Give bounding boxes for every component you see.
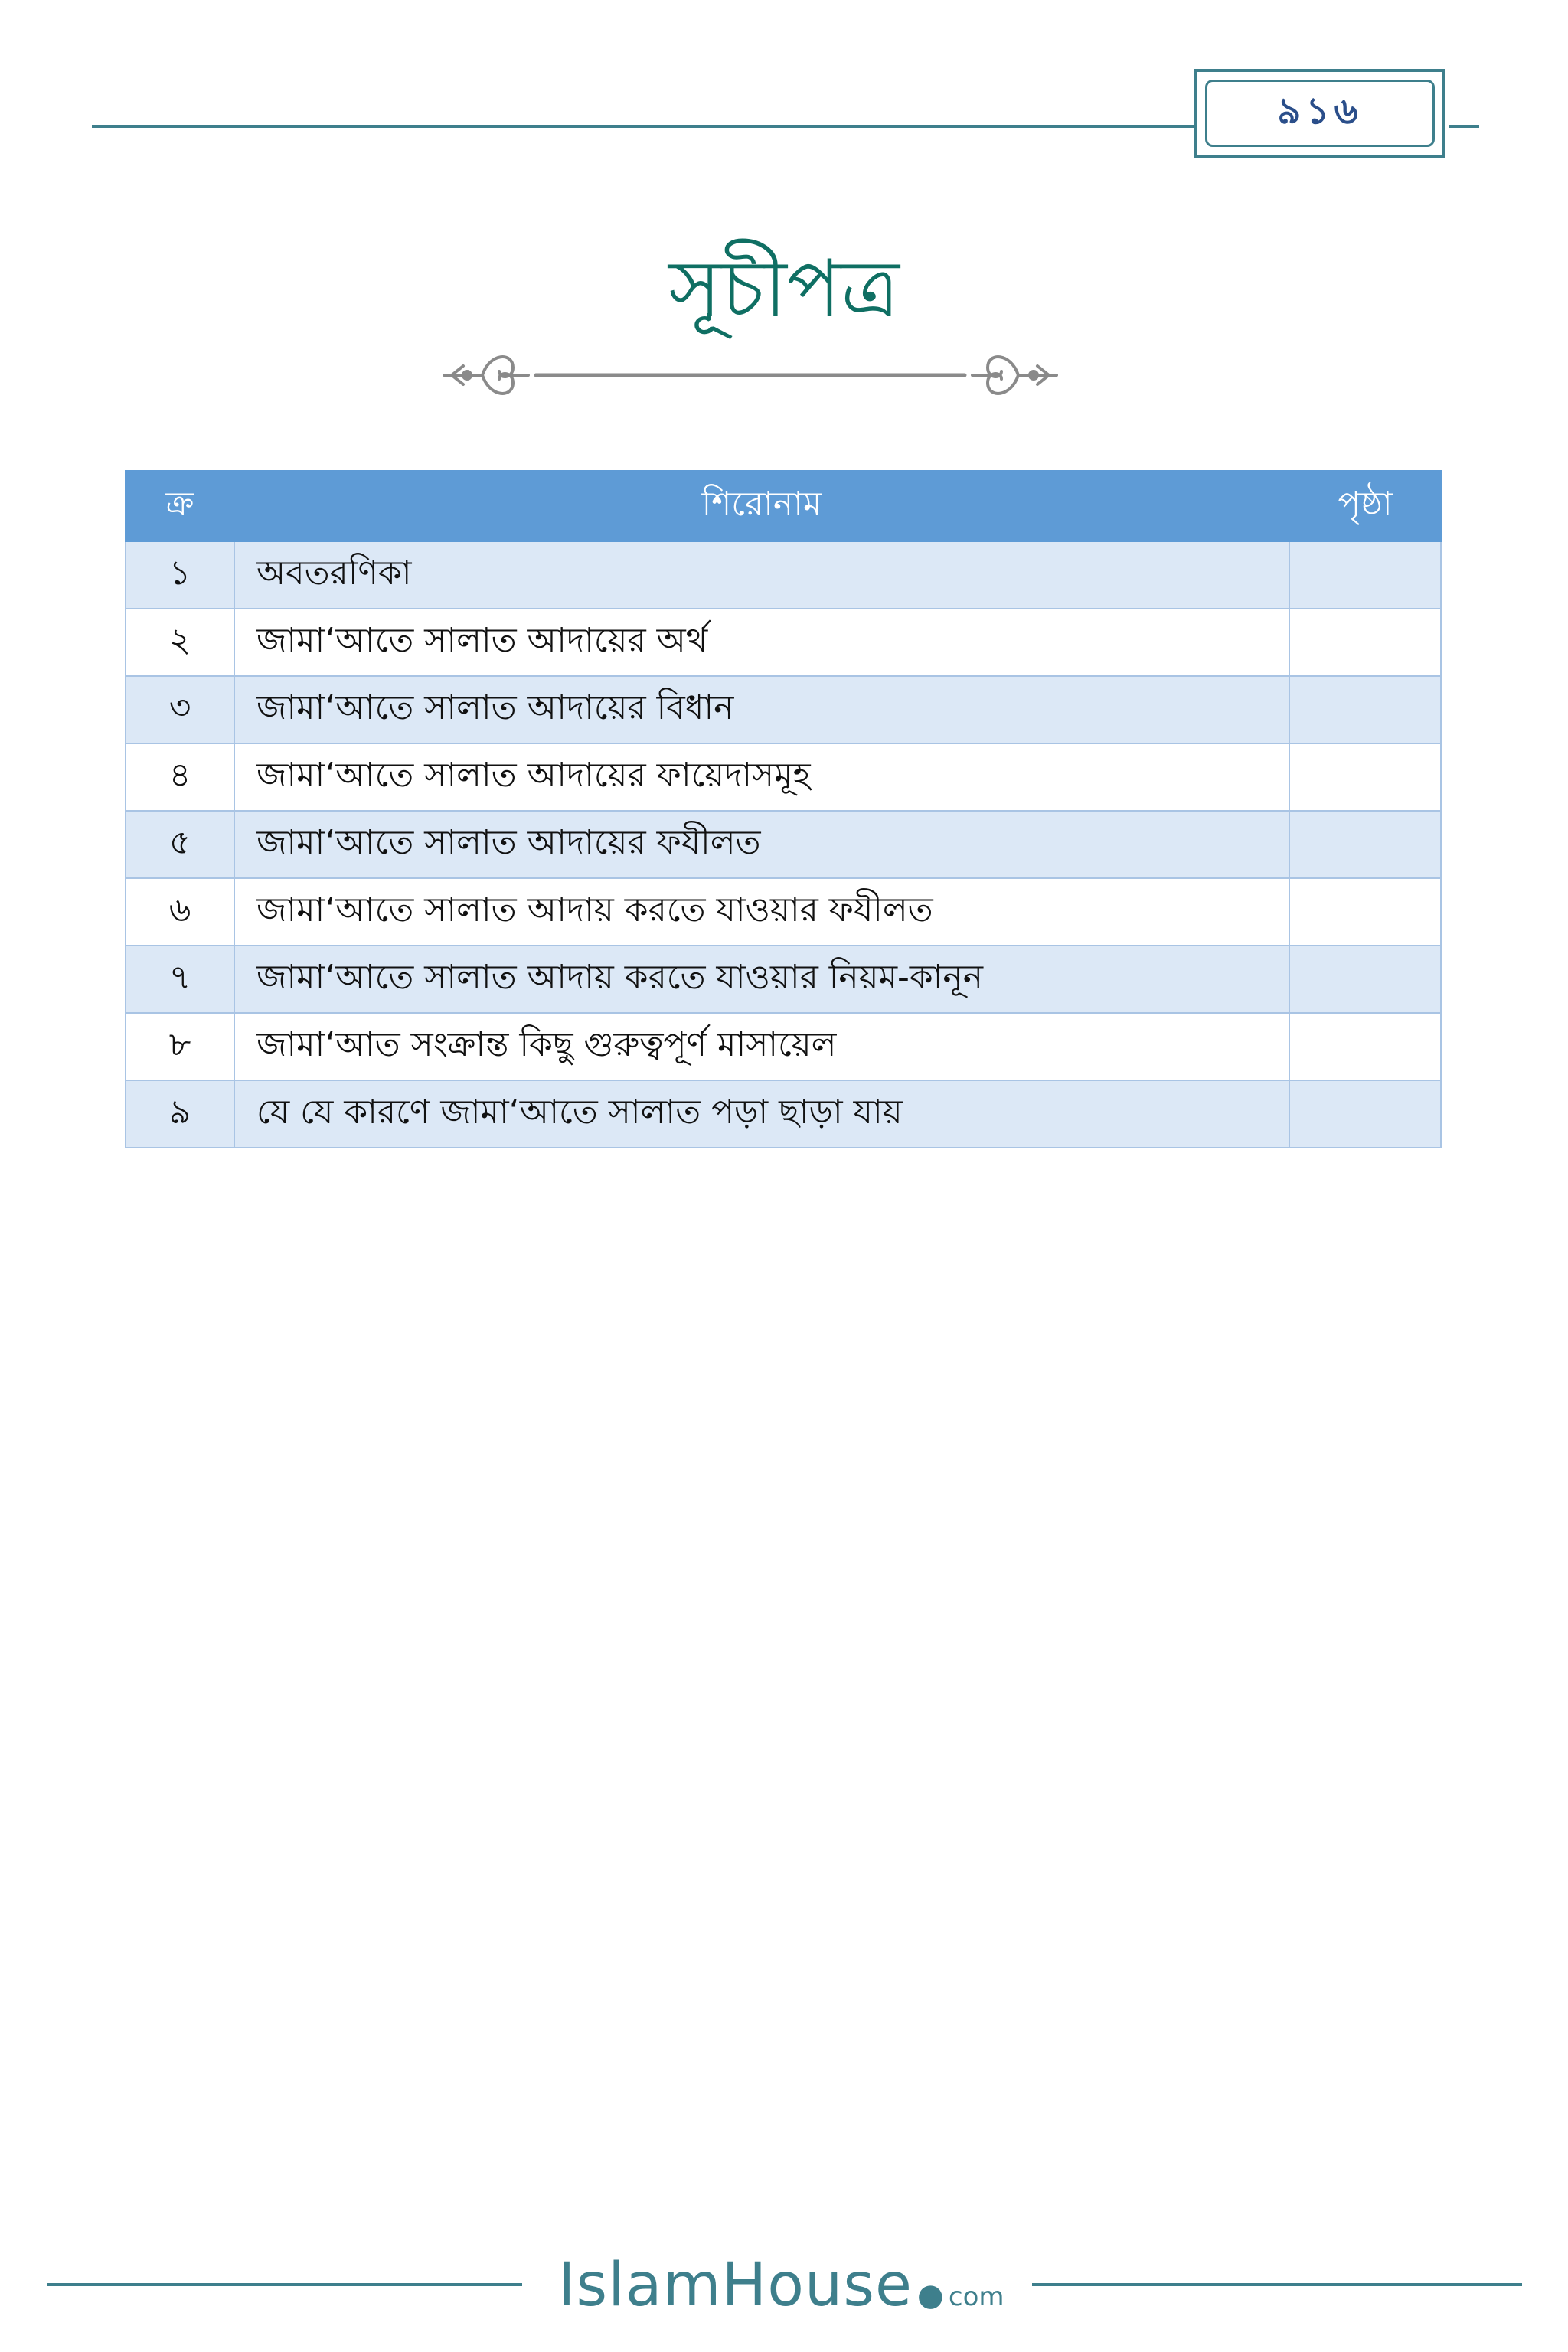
header-title: শিরোনাম [234,471,1289,541]
toc-table [125,470,1442,1148]
row-number: ৩ [126,676,234,743]
row-title[interactable]: জামা‘আতে সালাত আদায়ের ফায়েদাসমূহ [234,743,1289,811]
row-title[interactable]: যে যে কারণে জামা‘আতে সালাত পড়া ছাড়া যায় [234,1080,1289,1148]
table-row[interactable] [126,541,1441,609]
table-row[interactable] [126,811,1441,878]
table-row[interactable] [126,946,1441,1013]
row-number: ১ [126,541,234,609]
logo-suffix: com [948,2282,1004,2312]
row-page [1289,609,1441,676]
page-number-badge [1194,69,1446,158]
table-row[interactable] [126,878,1441,946]
header-page: পৃষ্ঠা [1289,471,1441,541]
row-title[interactable]: জামা‘আতে সালাত আদায়ের অর্থ [234,609,1289,676]
page-title: সূচীপত্র [668,242,900,335]
row-page [1289,1080,1441,1148]
row-number: ৪ [126,743,234,811]
row-page [1289,811,1441,878]
title-ornament [429,337,1072,413]
table-row[interactable] [126,609,1441,676]
logo-wordmark: IslamHouse [557,2251,913,2320]
row-number: ৬ [126,878,234,946]
row-title[interactable]: জামা‘আত সংক্রান্ত কিছু গুরুত্বপূর্ণ মাসায়েল [234,1013,1289,1080]
row-number: ৮ [126,1013,234,1080]
islamhouse-logo[interactable] [536,2251,1026,2320]
table-row[interactable] [126,743,1441,811]
table-row[interactable] [126,1080,1441,1148]
row-page [1289,946,1441,1013]
row-title[interactable]: জামা‘আতে সালাত আদায় করতে যাওয়ার নিয়ম-কানূন [234,946,1289,1013]
row-title[interactable]: অবতরণিকা [234,541,1289,609]
row-number: ৭ [126,946,234,1013]
header-number: ক্র [126,471,234,541]
header-rule-tail [1449,125,1479,128]
logo-dot-icon: ● [917,2278,944,2313]
row-title[interactable]: জামা‘আতে সালাত আদায় করতে যাওয়ার ফযীলত [234,878,1289,946]
header-rule [92,125,1256,128]
row-page [1289,541,1441,609]
row-page [1289,676,1441,743]
row-number: ৫ [126,811,234,878]
row-page [1289,878,1441,946]
table-row[interactable] [126,676,1441,743]
row-page [1289,743,1441,811]
row-number: ২ [126,609,234,676]
footer-rule-left [47,2283,522,2286]
row-page [1289,1013,1441,1080]
row-title[interactable]: জামা‘আতে সালাত আদায়ের বিধান [234,676,1289,743]
row-number: ৯ [126,1080,234,1148]
footer-rule-right [1032,2283,1522,2286]
page-number: ৯১৬ [1205,80,1435,147]
table-row[interactable] [126,1013,1441,1080]
row-title[interactable]: জামা‘আতে সালাত আদায়ের ফযীলত [234,811,1289,878]
table-header-row [126,471,1441,541]
